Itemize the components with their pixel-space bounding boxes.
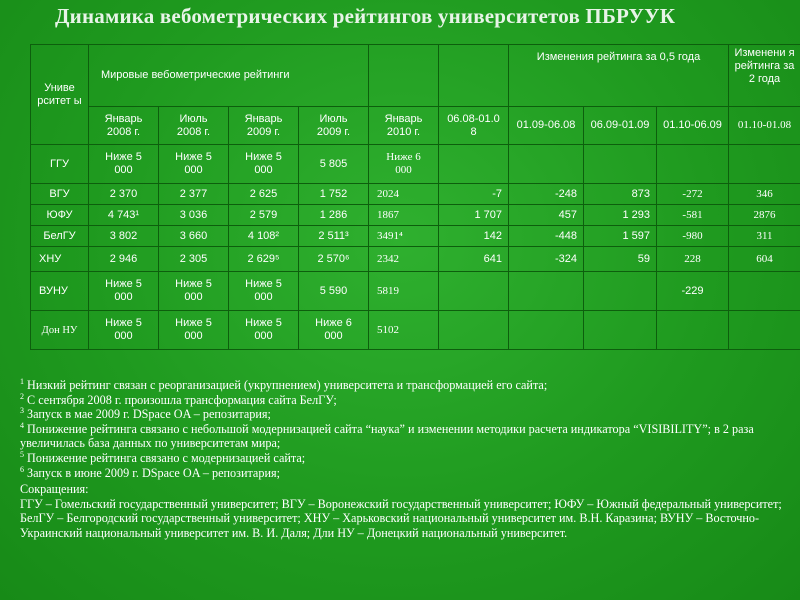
table-cell: Ниже 5 000 (229, 145, 299, 184)
table-row (31, 272, 800, 311)
header-row-top (31, 45, 800, 107)
table-cell: Ниже 5 000 (159, 272, 229, 311)
table-cell (509, 311, 584, 350)
footnote (20, 466, 790, 481)
table-row (31, 205, 800, 226)
footnote-text: Запуск в июне 2009 г. DSpace OA – репозитария; (24, 465, 280, 480)
table-cell: 3491⁴ (369, 226, 439, 247)
table-row (31, 226, 800, 247)
table-cell: 2 570⁶ (299, 247, 369, 272)
empty-header-cell (369, 45, 439, 107)
table-cell: 2 370 (89, 184, 159, 205)
table-cell: 5 805 (299, 145, 369, 184)
table-cell: -448 (509, 226, 584, 247)
footnote-text: С сентября 2008 г. произошла трансформация сайта БелГУ; (24, 392, 337, 407)
table-row (31, 247, 800, 272)
table-cell: 1 752 (299, 184, 369, 205)
table-cell: Ниже 5 000 (89, 272, 159, 311)
table-cell: Ниже 5 000 (229, 272, 299, 311)
table-cell (657, 145, 729, 184)
table-row (31, 145, 800, 184)
footnote (20, 378, 790, 393)
table-cell: Ниже 5 000 (229, 311, 299, 350)
half-year-period-header: 01.10-06.09 (657, 107, 729, 145)
footnote-marker: 2 (20, 391, 24, 401)
table-cell (439, 145, 509, 184)
table-cell: 2 625 (229, 184, 299, 205)
ratings-table (30, 44, 800, 350)
footnote-marker: 4 (20, 420, 24, 430)
half-year-period-header: 01.09-06.08 (509, 107, 584, 145)
university-name: ГГУ (31, 145, 89, 184)
table-cell: 5102 (369, 311, 439, 350)
footnote-marker: 3 (20, 406, 24, 416)
table-cell: -229 (657, 272, 729, 311)
half-year-period-header: 06.08-01.08 (439, 107, 509, 145)
footnote (20, 393, 790, 408)
table-cell: 2 579 (229, 205, 299, 226)
period-header: Январь 2010 г. (369, 107, 439, 145)
table-cell: 4 108² (229, 226, 299, 247)
table-cell (657, 311, 729, 350)
footnote (20, 422, 790, 451)
table-cell: 5819 (369, 272, 439, 311)
table-row (31, 184, 800, 205)
two-year-change-header: Изменени я рейтинга за 2 года (729, 45, 800, 107)
period-header: Январь 2009 г. (229, 107, 299, 145)
world-ratings-header: Мировые вебометрические рейтинги (89, 45, 369, 107)
table-row (31, 311, 800, 350)
university-name: ХНУ (31, 247, 89, 272)
univ-header: Униве рситет ы (31, 45, 89, 145)
footnote-text: Запуск в мае 2009 г. DSpace OA – репозитария; (24, 407, 271, 422)
table-cell: Ниже 6 000 (369, 145, 439, 184)
table-cell: 2 377 (159, 184, 229, 205)
table-cell: -248 (509, 184, 584, 205)
half-year-period-header: 06.09-01.09 (584, 107, 657, 145)
period-header: Январь 2008 г. (89, 107, 159, 145)
table-cell: 457 (509, 205, 584, 226)
table-cell: 2 305 (159, 247, 229, 272)
table-cell: Ниже 5 000 (89, 145, 159, 184)
table-cell: 1 707 (439, 205, 509, 226)
footnote-marker: 5 (20, 449, 24, 459)
university-name: БелГУ (31, 226, 89, 247)
table-cell: -324 (509, 247, 584, 272)
table-cell: 2 946 (89, 247, 159, 272)
table-cell: Ниже 5 000 (159, 145, 229, 184)
table-cell (729, 272, 800, 311)
table-cell: 228 (657, 247, 729, 272)
table-cell (509, 145, 584, 184)
table-cell (509, 272, 584, 311)
abbreviations-text: ГГУ – Гомельский государственный университет; ВГУ – Воронежский государственный университет; ЮФУ – Южный федеральный университет; БелГУ – Белгородский государственный университет; ХНУ – Харьковский национальный университет им. В.Н. Каразина; ВУНУ – Восточно-Украинский национальный университет им. В. И. Даля; Дли НУ – Донецкий национальный университет. (20, 496, 782, 540)
abbreviations-title: Сокращения: (20, 482, 89, 497)
table-cell: 3 660 (159, 226, 229, 247)
table-cell: 604 (729, 247, 800, 272)
table-cell: 1 293 (584, 205, 657, 226)
two-year-period-header: 01.10-01.08 (729, 107, 800, 145)
table-cell: Ниже 5 000 (159, 311, 229, 350)
table-cell: 873 (584, 184, 657, 205)
table-cell: 1867 (369, 205, 439, 226)
table-cell: 142 (439, 226, 509, 247)
footnote-text: Понижение рейтинга связано с модернизацией сайта; (24, 450, 306, 465)
table-cell (439, 311, 509, 350)
table-cell: 3 802 (89, 226, 159, 247)
empty-header-cell (439, 45, 509, 107)
table-cell (584, 145, 657, 184)
university-name: ВГУ (31, 184, 89, 205)
footnote-text: Понижение рейтинга связано с небольшой модернизацией сайта “наука” и изменении методики расчета индикатора “VISIBILITY”; в 2 раза увеличилась база данных по университетам мира; (20, 421, 754, 451)
table-cell: -581 (657, 205, 729, 226)
table-cell: 2876 (729, 205, 800, 226)
table-cell: 1 597 (584, 226, 657, 247)
header-row-periods (31, 107, 800, 145)
table-cell: 5 590 (299, 272, 369, 311)
footnote (20, 407, 790, 422)
university-name: ВУНУ (31, 272, 89, 311)
table-cell: 2024 (369, 184, 439, 205)
table-cell: Ниже 6 000 (299, 311, 369, 350)
footnote-marker: 1 (20, 376, 24, 386)
table-cell: 3 036 (159, 205, 229, 226)
table-cell: 59 (584, 247, 657, 272)
table-cell: 311 (729, 226, 800, 247)
footnotes (20, 378, 790, 541)
page-title: Динамика вебометрических рейтингов университетов ПБРУУК (55, 4, 676, 28)
footnote-text: Низкий рейтинг связан с реорганизацией (укрупнением) университета и трансформацией его сайта; (24, 378, 548, 392)
table-cell: 346 (729, 184, 800, 205)
table-cell (439, 272, 509, 311)
table-cell: 4 743¹ (89, 205, 159, 226)
table-cell: 2 629⁵ (229, 247, 299, 272)
table-cell: 1 286 (299, 205, 369, 226)
table-cell (584, 272, 657, 311)
footnote (20, 451, 790, 466)
university-name: Дон НУ (31, 311, 89, 350)
period-header: Июль 2008 г. (159, 107, 229, 145)
period-header: Июль 2009 г. (299, 107, 369, 145)
table-cell: -272 (657, 184, 729, 205)
table-cell: 641 (439, 247, 509, 272)
table-cell (729, 311, 800, 350)
table-cell: -7 (439, 184, 509, 205)
footnote-marker: 6 (20, 464, 24, 474)
table-cell: Ниже 5 000 (89, 311, 159, 350)
table-cell: 2 511³ (299, 226, 369, 247)
half-year-change-header: Изменения рейтинга за 0,5 года (509, 45, 729, 107)
table-cell: -980 (657, 226, 729, 247)
table-cell (584, 311, 657, 350)
university-name: ЮФУ (31, 205, 89, 226)
table-cell: 2342 (369, 247, 439, 272)
table-cell (729, 145, 800, 184)
